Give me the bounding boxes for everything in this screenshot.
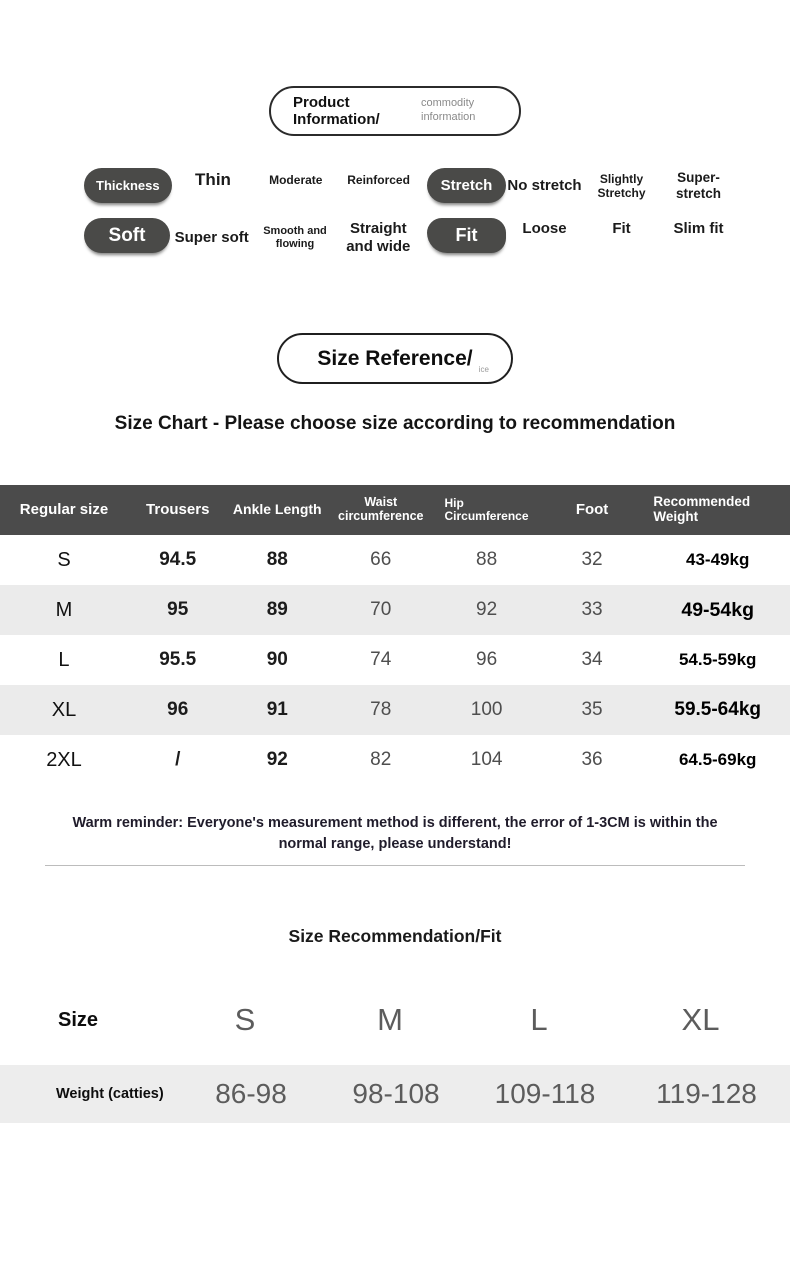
- cell-trousers: 94.5: [159, 549, 197, 570]
- table-row-xl: [0, 685, 790, 735]
- attribute-stretch: [427, 168, 737, 203]
- fit-option-slim-fit: Slim fit: [673, 220, 724, 237]
- cell-size: 2XL: [46, 748, 82, 771]
- soft-badge: Soft: [84, 218, 170, 253]
- cell-waist: 82: [370, 749, 392, 770]
- stretch-option-super-stretch: Super-stretch: [675, 170, 721, 202]
- cell-foot: 33: [581, 599, 603, 620]
- size-chart-header-row: [0, 485, 790, 535]
- cell-waist: 70: [370, 599, 392, 620]
- divider-line: [45, 865, 745, 866]
- weight-row-label: Weight (catties): [56, 1086, 164, 1103]
- thickness-option-moderate: Moderate: [269, 173, 323, 187]
- fit-badge: Fit: [427, 218, 506, 253]
- thickness-option-thin: Thin: [195, 170, 231, 189]
- attribute-soft: [84, 218, 420, 256]
- soft-option-straight-and-wide: Straight and wide: [346, 220, 411, 255]
- size-recommendation-heading: Size Recommendation/Fit: [288, 926, 502, 947]
- size-reference-badge: [277, 333, 513, 384]
- cell-foot: 36: [581, 749, 603, 770]
- fit-option-fit: Fit: [612, 220, 631, 237]
- cell-weight: 64.5-69kg: [678, 750, 757, 769]
- cell-ankle: 89: [266, 599, 288, 620]
- stretch-option-no-stretch: No stretch: [507, 177, 582, 195]
- size-row-label: Size: [58, 1008, 99, 1031]
- column-header-ankle-length: Ankle Length: [232, 501, 322, 518]
- attribute-row-2: [84, 218, 790, 256]
- size-xl: XL: [681, 1002, 720, 1038]
- cell-size: M: [55, 598, 73, 621]
- product-information-badge: [269, 86, 521, 136]
- cell-weight: 54.5-59kg: [678, 650, 757, 669]
- fit-option-loose: Loose: [522, 220, 567, 237]
- cell-ankle: 91: [266, 699, 288, 720]
- cell-trousers: /: [175, 749, 181, 770]
- cell-waist: 78: [370, 699, 392, 720]
- size-s: S: [234, 1002, 256, 1038]
- weight-row: [0, 1065, 790, 1123]
- cell-ankle: 88: [266, 549, 288, 570]
- cell-weight: 59.5-64kg: [674, 699, 761, 720]
- cell-size: XL: [51, 698, 77, 721]
- column-header-trousers: Trousers: [146, 500, 210, 518]
- cell-hip: 92: [476, 599, 498, 620]
- column-header-hip-circumference: Hip Circumference: [444, 495, 529, 523]
- weight-m: 98-108: [352, 1078, 440, 1110]
- size-l: L: [530, 1002, 548, 1038]
- weight-xl: 119-128: [656, 1078, 757, 1110]
- cell-foot: 35: [581, 699, 603, 720]
- column-header-regular-size: Regular size: [19, 500, 109, 518]
- weight-l: 109-118: [494, 1078, 596, 1110]
- product-information-subtitle: commodity information: [421, 97, 476, 123]
- size-m: M: [377, 1002, 403, 1038]
- cell-trousers: 95.5: [159, 649, 197, 670]
- soft-option-smooth-and-flowing: Smooth and flowing: [263, 224, 327, 250]
- size-recommendation-table: [0, 991, 790, 1123]
- cell-waist: 74: [370, 649, 392, 670]
- table-row-m: [0, 585, 790, 635]
- cell-ankle: 90: [266, 649, 288, 670]
- table-row-2xl: [0, 735, 790, 785]
- cell-ankle: 92: [266, 749, 288, 770]
- thickness-badge: Thickness: [84, 168, 172, 203]
- cell-trousers: 96: [167, 699, 189, 720]
- size-chart-heading: Size Chart - Please choose size according to recommendation: [114, 413, 676, 434]
- cell-hip: 104: [470, 749, 503, 770]
- thickness-option-reinforced: Reinforced: [347, 173, 410, 187]
- cell-trousers: 95: [167, 599, 189, 620]
- cell-waist: 66: [370, 549, 392, 570]
- stretch-option-slightly-stretchy: Slightly Stretchy: [597, 171, 646, 201]
- cell-hip: 96: [476, 649, 498, 670]
- size-chart-table: [0, 485, 790, 785]
- column-header-waist-circumference: Waist circumference: [338, 495, 424, 523]
- warm-reminder-line-2: normal range, please understand!: [278, 836, 512, 853]
- table-row-s: [0, 535, 790, 585]
- warm-reminder: [0, 813, 790, 855]
- cell-hip: 88: [476, 549, 498, 570]
- table-row-l: [0, 635, 790, 685]
- attribute-thickness: [84, 168, 420, 203]
- size-row: [0, 991, 790, 1049]
- stretch-badge: Stretch: [427, 168, 506, 203]
- attribute-row-1: [84, 168, 790, 203]
- cell-foot: 34: [581, 649, 603, 670]
- size-reference-faded-text: ice: [478, 365, 489, 374]
- attribute-fit: [427, 218, 737, 253]
- weight-s: 86-98: [215, 1078, 287, 1110]
- cell-foot: 32: [581, 549, 603, 570]
- cell-weight: 43-49kg: [686, 550, 750, 569]
- cell-hip: 100: [470, 699, 503, 720]
- size-reference-title: Size Reference/: [317, 346, 473, 370]
- cell-size: S: [57, 548, 71, 571]
- column-header-foot: Foot: [575, 500, 609, 518]
- product-information-title: Product Information/: [293, 93, 380, 128]
- column-header-recommended-weight: Recommended Weight: [653, 494, 751, 524]
- product-attributes: [0, 168, 790, 256]
- warm-reminder-line-1: Warm reminder: Everyone's measurement method is different, the error of 1-3CM is within the: [72, 815, 718, 831]
- soft-option-super-soft: Super soft: [174, 229, 249, 246]
- cell-size: L: [58, 648, 70, 671]
- cell-weight: 49-54kg: [681, 598, 754, 621]
